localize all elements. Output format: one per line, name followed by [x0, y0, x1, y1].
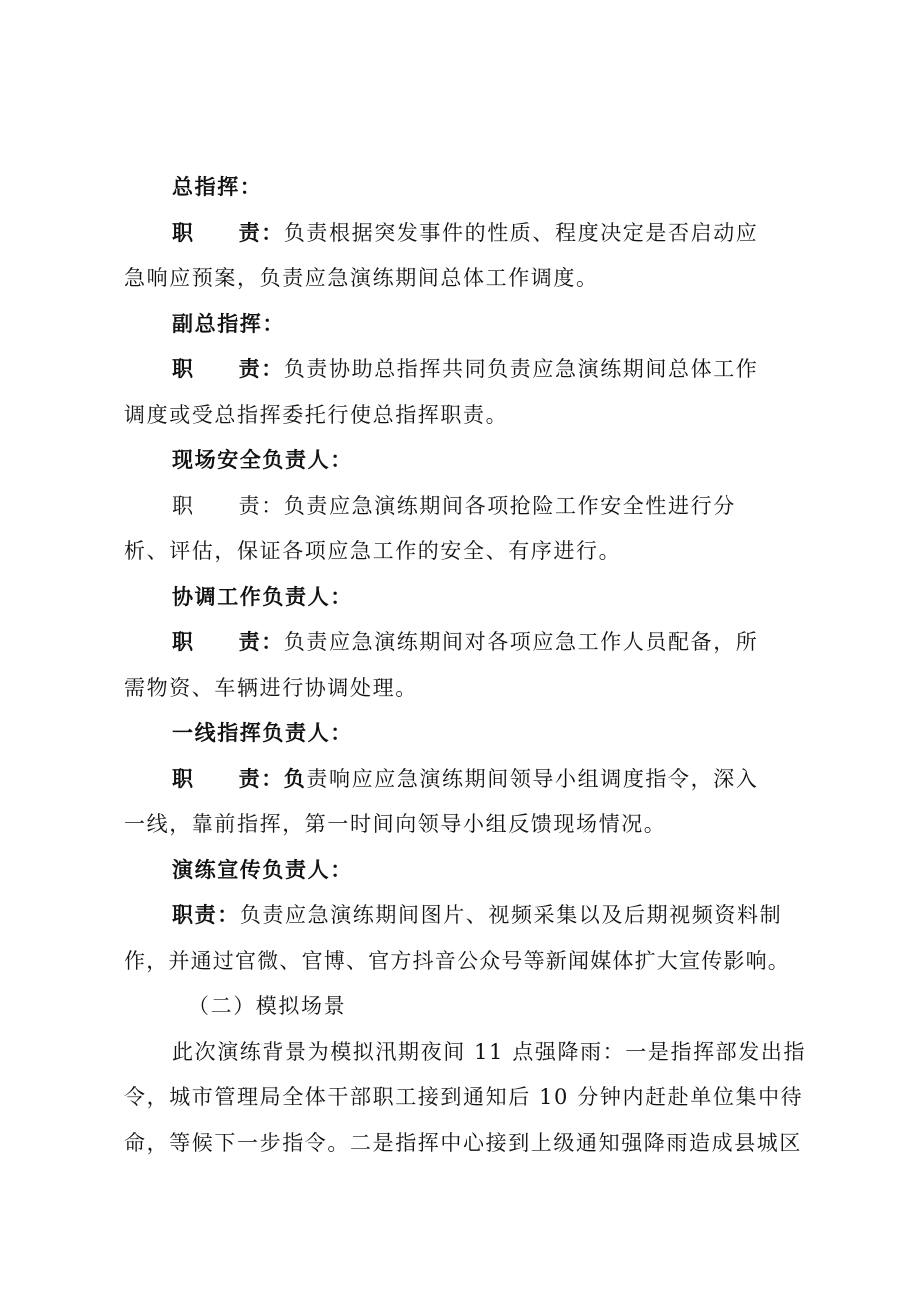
duty-text: 责响应应急演练期间领导小组调度指令，深入 — [306, 767, 759, 791]
role-title: 总指挥： — [172, 174, 263, 199]
duty-label: 职 — [172, 356, 195, 381]
duty-label: 职 — [172, 220, 195, 245]
duty-line — [172, 765, 758, 793]
duty-label: 职 — [172, 494, 195, 518]
duty-text: 负责应急演练期间对各项应急工作人员配备，所 — [283, 630, 759, 654]
section-heading: （二）模拟场景 — [188, 994, 347, 1018]
duty-text: 负责协助总指挥共同负责应急演练期间总体工作 — [283, 357, 759, 381]
duty-label: 责：负 — [238, 766, 307, 791]
role-title: 演练宣传负责人： — [172, 857, 353, 882]
role-title: 一线指挥负责人： — [172, 720, 353, 745]
duty-text: 负责应急演练期间图片、视频采集以及后期视频资料制 — [239, 903, 783, 927]
duty-text-cont: 作，并通过官微、官博、官方抖音公众号等新闻媒体扩大宣传影响。 — [124, 949, 790, 973]
role-title: 副总指挥： — [172, 311, 285, 336]
duty-label: 责： — [238, 220, 284, 245]
duty-text-cont: 一线，靠前指挥，第一时间向领导小组反馈现场情况。 — [124, 812, 667, 836]
duty-text-cont: 调度或受总指挥委托行使总指挥职责。 — [124, 403, 509, 427]
paragraph-line: 此次演练背景为模拟汛期夜间 11 点强降雨：一是指挥部发出指 — [172, 1040, 807, 1064]
paragraph-line: 命，等候下一步指令。二是指挥中心接到上级通知强降雨造成县城区 — [124, 1131, 802, 1155]
duty-text-cont: 急响应预案，负责应急演练期间总体工作调度。 — [124, 266, 599, 290]
duty-text: 负责应急演练期间各项抢险工作安全性进行分 — [283, 494, 736, 518]
duty-text-cont: 析、评估，保证各项应急工作的安全、有序进行。 — [124, 539, 622, 563]
duty-label: 责： — [238, 356, 284, 381]
duty-line — [172, 628, 758, 656]
duty-line — [172, 219, 758, 247]
duty-text: 负责根据突发事件的性质、程度决定是否启动应 — [283, 221, 759, 245]
duty-label: 职 — [172, 766, 195, 791]
duty-label: 责： — [238, 629, 284, 654]
duty-line — [172, 901, 782, 929]
duty-text-cont: 需物资、车辆进行协调处理。 — [124, 676, 418, 700]
duty-label: 职责： — [172, 902, 240, 927]
duty-label: 责： — [238, 494, 284, 518]
duty-line — [172, 355, 758, 383]
paragraph-line: 令，城市管理局全体干部职工接到通知后 10 分钟内赶赴单位集中待 — [124, 1085, 804, 1109]
duty-label: 职 — [172, 629, 195, 654]
duty-line — [172, 492, 736, 520]
role-title: 现场安全负责人： — [172, 447, 353, 472]
role-title: 协调工作负责人： — [172, 584, 353, 609]
